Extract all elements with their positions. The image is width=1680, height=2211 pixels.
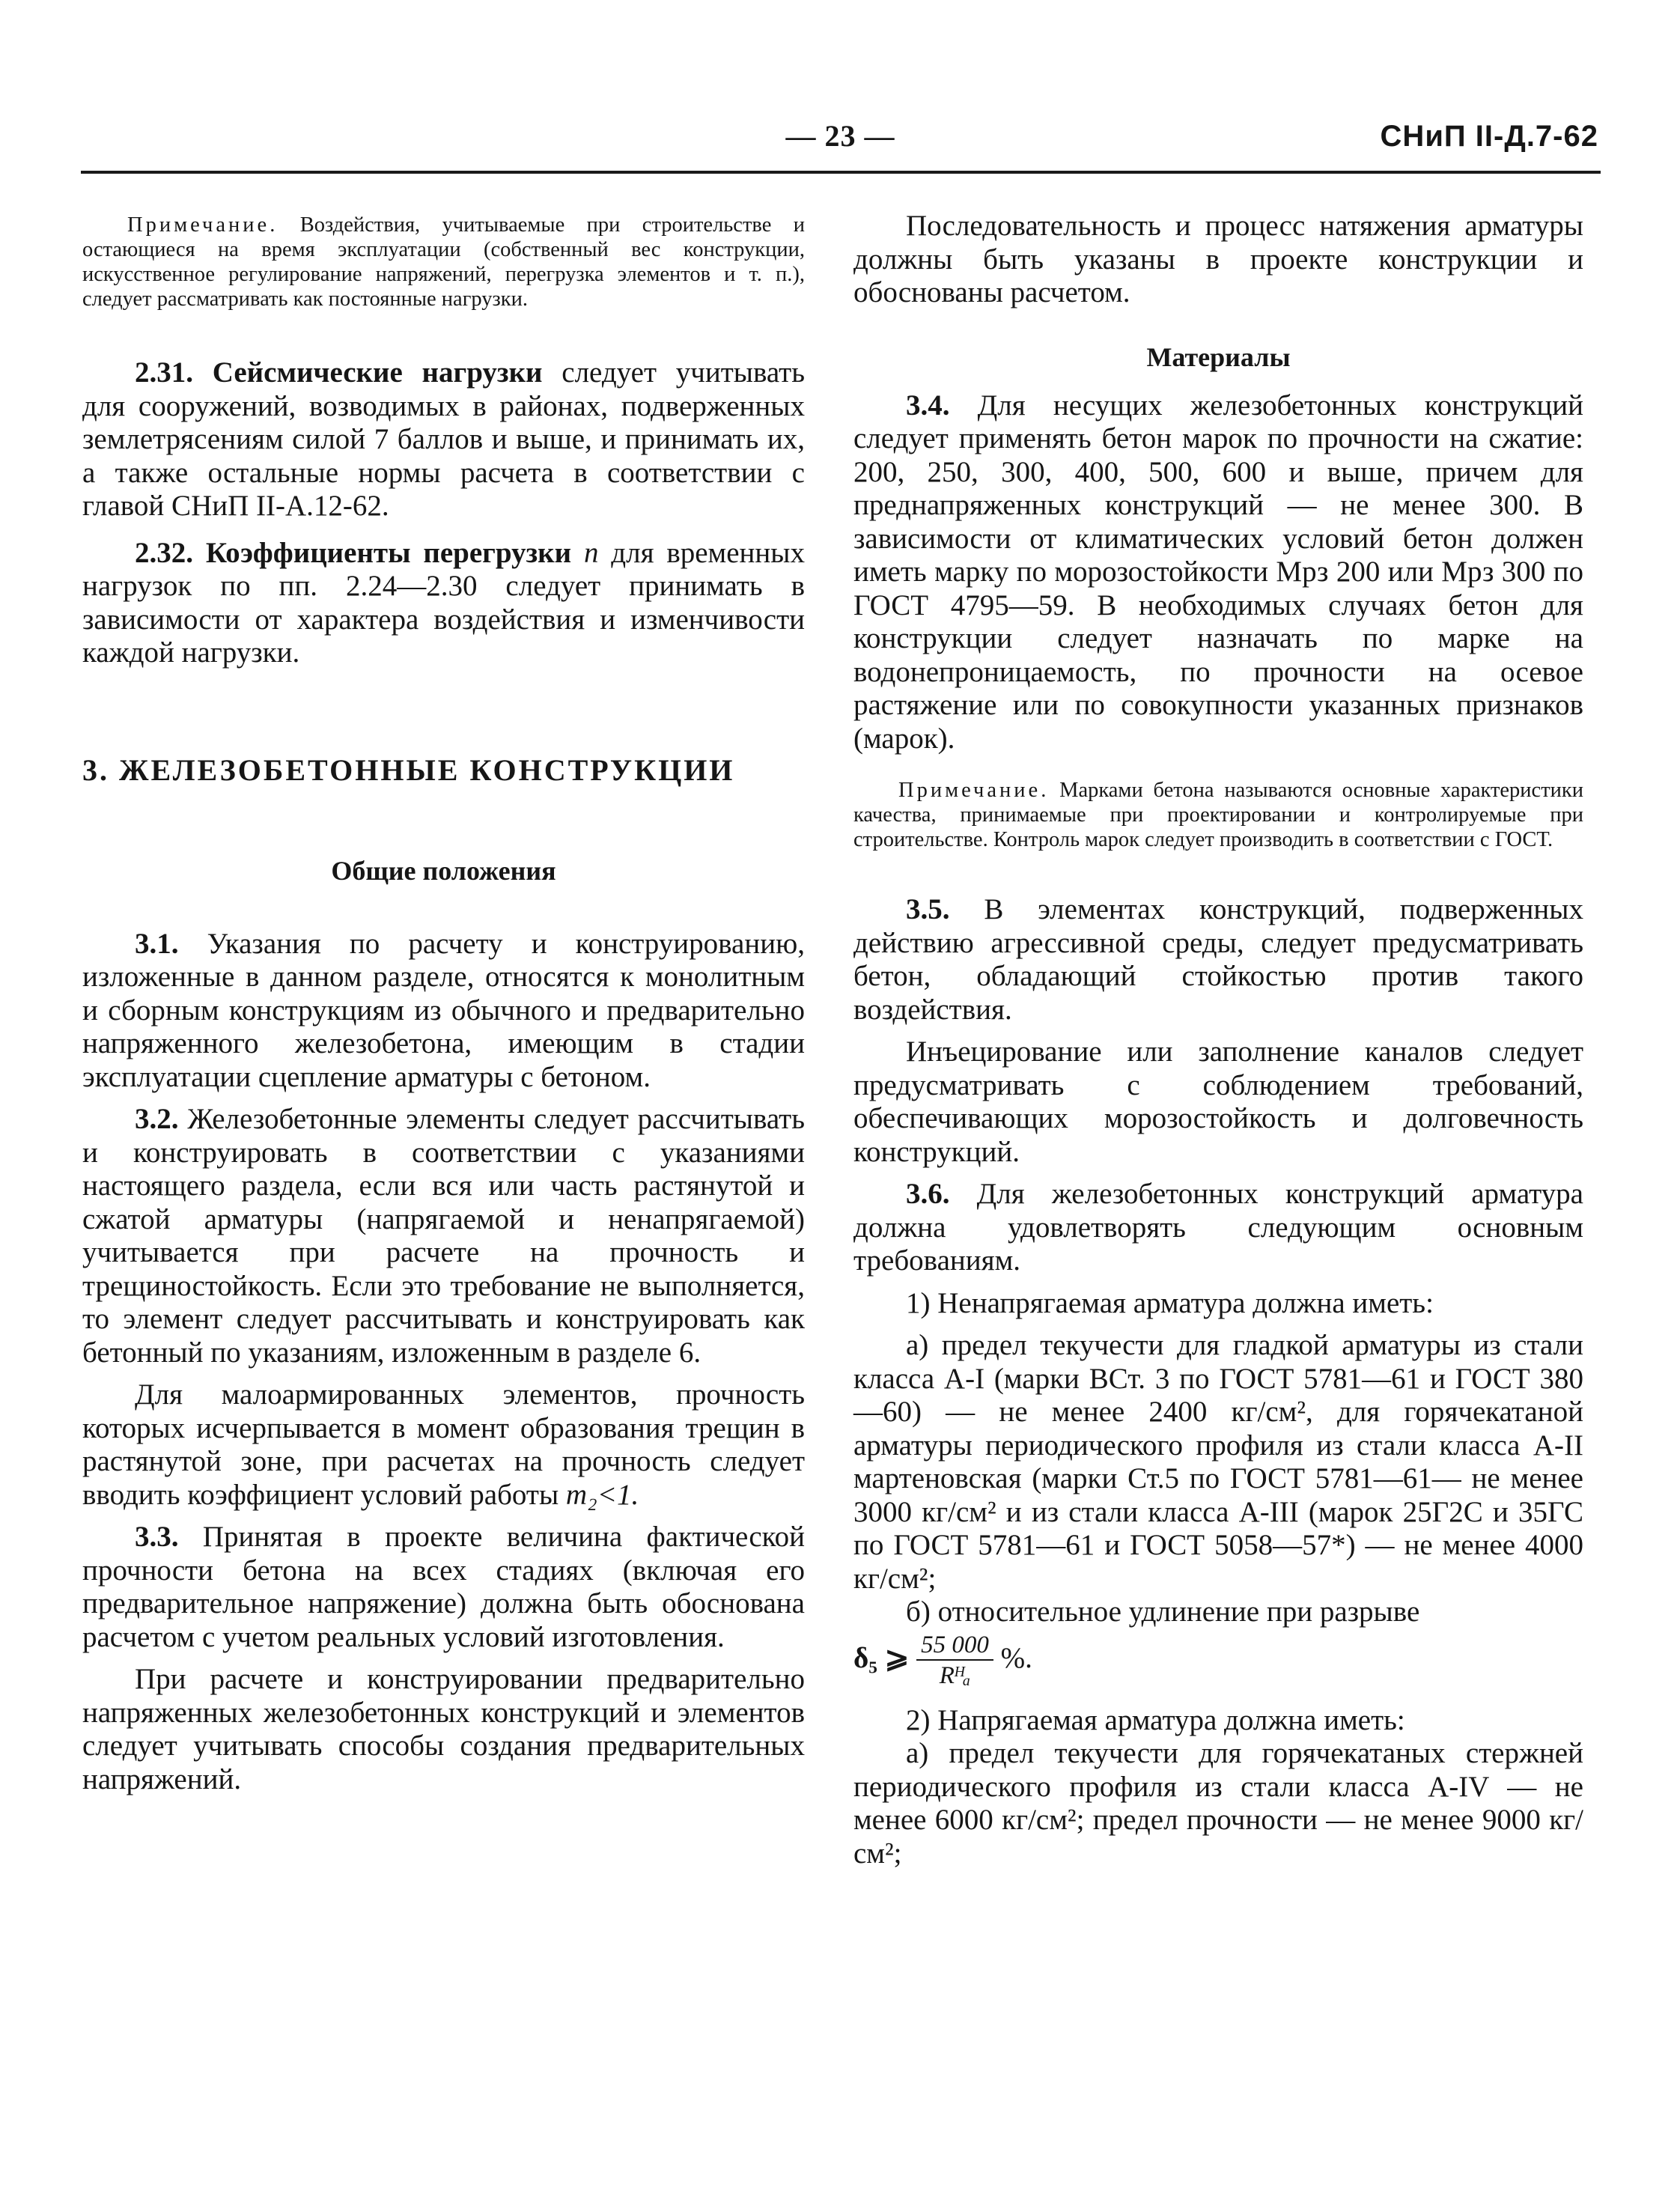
item-1: 1) Ненапрягаемая арматура должна иметь: (906, 1286, 1434, 1319)
paragraph-3-5-continued: Инъецирование или заполнение каналов следует предусматривать с соблюдением требований, обеспечивающих морозостойкость и долговечность конструкций. (853, 1035, 1583, 1168)
clause-number: 3.5. (906, 893, 950, 925)
paragraph-tensioning-sequence: Последовательность и процесс натяжения арматуры должны быть указаны в проекте конструкции и обоснованы расчетом. (853, 210, 1583, 308)
paragraph-3-6 (853, 1178, 1583, 1278)
paragraph-3-2-continued (82, 1378, 805, 1512)
subsection-title: Общие положения (331, 855, 556, 886)
note-concrete-grades (853, 778, 1583, 852)
formula-unit: %. (993, 1641, 1032, 1674)
formula-lhs: δ₅ ⩾ (853, 1641, 910, 1674)
formula-fraction (916, 1631, 993, 1691)
materials-title: Материалы (1146, 341, 1291, 372)
item-1b: б) относительное удлинение при разрыве (906, 1596, 1420, 1628)
paragraph-3-3-continued: При расчете и конструировании предварительно напряженных железобетонных конструкций и элементов следует учитывать способы создания предварительных напряжений. (82, 1663, 805, 1795)
left-column (82, 210, 805, 1796)
paragraph-2-31 (82, 356, 805, 523)
elongation-formula (853, 1631, 1583, 1691)
item-1a: а) предел текучести для гладкой арматуры из стали класса А-I (марки ВСт. 3 по ГОСТ 5781—61 и ГОСТ 380—60) — не менее 2400 кг/см², для горячекатаной арматуры периодического профиля из стали класса А-II мартеновская (марки Ст.5 по ГОСТ 5781—61— не менее 3000 кг/см² и из стали класса А-III (марок 25Г2С и 35ГС по ГОСТ 5781—61 и ГОСТ 5058—57*) — не менее 4000 кг/см²; (853, 1329, 1583, 1595)
formula-numerator: 55 000 (916, 1631, 993, 1661)
clause-text: Принятая в проекте величина фактической прочности бетона на всех стадиях (включая его предварительное напряжение) должна быть обоснована расчетом с учетом реальных условий изготовления. (82, 1521, 805, 1653)
paragraph-3-4 (853, 389, 1583, 756)
clause-text: Указания по расчету и конструированию, изложенные в данном разделе, относятся к монолитным и сборным конструкциям из обычного и предварительно напряженного железобетона, имеющим в стадии эксплуатации сцепление арматуры с бетоном. (82, 927, 805, 1093)
note-label: Примечание. (898, 779, 1050, 802)
clause-number: 3.3. (135, 1521, 179, 1553)
item-2a: а) предел текучести для горячекатаных стержней периодического профиля из стали класса А-IV — не менее 6000 кг/см²; предел прочности — не менее 9000 кг/см²; (853, 1737, 1583, 1870)
clause-number: 3.6. (906, 1178, 950, 1210)
clause-text: следует учитывать для сооружений, возводимых в районах, подверженных землетрясениям силой 7 баллов и выше, и принимать их, а также остальные нормы расчета в соответствии с главой СНиП II-А.12-62. (82, 356, 805, 522)
formula-denominator: Rᴴₐ (939, 1661, 971, 1689)
clause-text: Для малоармированных элементов, прочность которых исчерпывается в момент образования трещин в растянутой зоне, при расчетах на прочность следует вводить коэффициент условий работы (82, 1378, 805, 1511)
note-text: Воздействия, учитываемые при строительстве и остающиеся на время эксплуатации (собственный вес конструкции, искусственное регулирование напряжений, перегрузка элементов и т. п.), следует рассматривать как постоянные нагрузки. (82, 213, 805, 311)
clause-number: 3.2. (135, 1103, 179, 1135)
clause-text: Железобетонные элементы следует рассчитывать и конструировать в соответствии с указаниями настоящего раздела, если вся или часть растянутой и сжатой арматуры (напрягаемой и ненапрягаемой) учитывается при расчете на прочность и трещиностойкость. Если это требование не выполняется, то элемент следует рассчитывать и конструировать как бетонный по указаниям, изложенным в разделе 6. (82, 1103, 805, 1369)
paragraph-3-3 (82, 1521, 805, 1654)
page-header (82, 118, 1598, 163)
paragraph-3-5 (853, 893, 1583, 1027)
clause-number: 3.1. (135, 927, 179, 960)
clause-number: 2.31. (135, 356, 193, 389)
variable-m2: m₂<1. (565, 1478, 639, 1511)
header-rule (81, 171, 1601, 174)
clause-text: Для железобетонных конструкций арматура должна удовлетворять следующим основным требованиям. (853, 1178, 1583, 1277)
paragraph-3-1 (82, 928, 805, 1095)
clause-number: 3.4. (906, 389, 950, 422)
variable-n: n (571, 536, 599, 569)
clause-text: для временных нагрузок по пп. 2.24—2.30 следует принимать в зависимости от характера воздействия и изменчивости каждой нагрузки. (82, 536, 805, 669)
paragraph-2-32 (82, 537, 805, 670)
clause-text: В элементах конструкций, подверженных действию агрессивной среды, следует предусматривать бетон, обладающий стойкостью против такого воздействия. (853, 893, 1583, 1026)
clause-number: 2.32. (135, 536, 193, 569)
right-column (853, 210, 1583, 1870)
clause-title: Коэффициенты перегрузки (193, 536, 572, 569)
paragraph-3-2 (82, 1103, 805, 1369)
clause-title: Сейсмические нагрузки (193, 356, 543, 389)
note-text: Марками бетона называются основные характеристики качества, принимаемые при проектировании и контролируемые при строительстве. Контроль марок следует производить в соответствии с ГОСТ. (853, 779, 1583, 851)
page-number: — 23 — (785, 119, 895, 153)
section-title: 3. ЖЕЛЕЗОБЕТОННЫЕ КОНСТРУКЦИИ (82, 752, 735, 787)
clause-text: Для несущих железобетонных конструкций следует применять бетон марок по прочности на сжатие: 200, 250, 300, 400, 500, 600 и выше, причем для преднапряженных конструкций — не менее 300. В зависимости от климатических условий бетон должен иметь марку по морозостойкости Мрз 200 или Мрз 300 по ГОСТ 4795—59. В необходимых случаях бетон для конструкции следует назначать по марке на водонепроницаемость, по прочности на осевое растяжение или по совокупности указанных признаков (марок). (853, 389, 1583, 755)
document-code: СНиП II-Д.7-62 (1380, 120, 1598, 153)
note-permanent-loads (82, 213, 805, 311)
item-2: 2) Напрягаемая арматура должна иметь: (906, 1703, 1405, 1736)
note-label: Примечание. (127, 213, 279, 237)
